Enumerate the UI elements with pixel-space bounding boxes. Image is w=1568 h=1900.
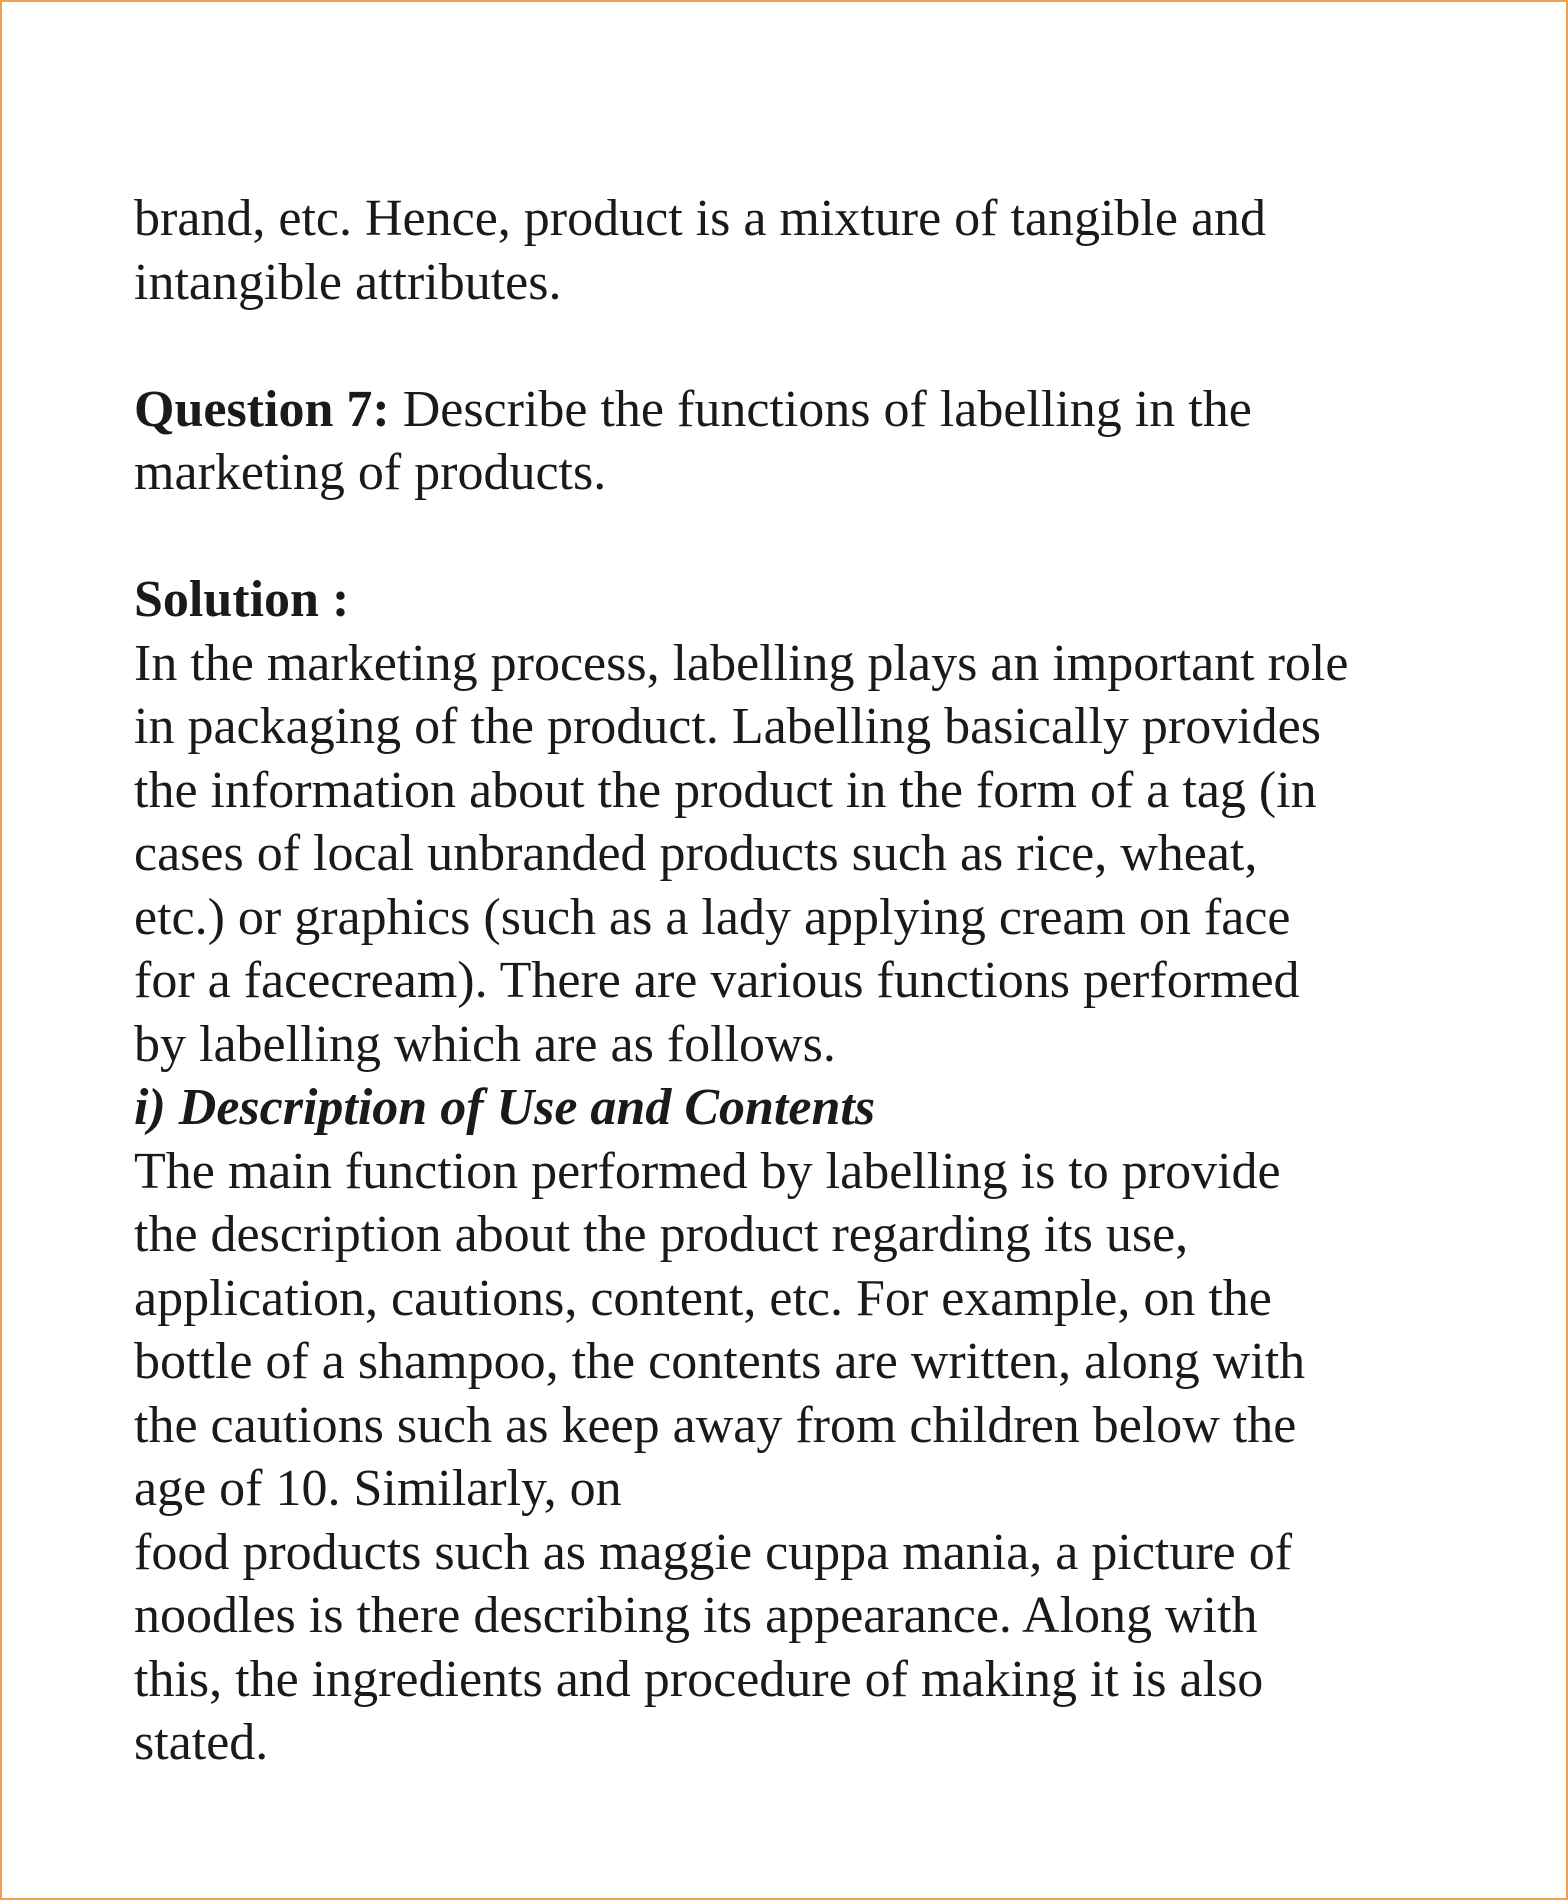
solution-line: In the marketing process, labelling plays an important role xyxy=(134,634,1349,692)
section-line: stated. xyxy=(134,1714,269,1771)
question-text: Describe the functions of labelling in the xyxy=(389,380,1252,438)
solution-line: by labelling which are as follows. xyxy=(134,1015,836,1073)
section-line: noodles is there describing its appearance. Along with xyxy=(134,1587,1258,1644)
section-line: the cautions such as keep away from children below the xyxy=(134,1396,1297,1454)
document-body xyxy=(134,187,1474,1775)
solution-line: in packaging of the product. Labelling basically provides xyxy=(134,698,1321,755)
solution-line: for a facecream). There are various functions performed xyxy=(134,952,1300,1009)
solution-line: the information about the product in the form of a tag (in xyxy=(134,761,1317,819)
question-line-2: marketing of products. xyxy=(134,444,607,501)
question-line-1 xyxy=(134,378,1474,442)
question-label: Question 7: xyxy=(134,380,390,438)
paragraph-gap xyxy=(134,505,1474,569)
section-line: bottle of a shampoo, the contents are written, along with xyxy=(134,1333,1306,1390)
section-line: age of 10. Similarly, on xyxy=(134,1460,622,1517)
section-line: food products such as maggie cuppa mania, a picture of xyxy=(134,1523,1293,1581)
solution-line: etc.) or graphics (such as a lady applying cream on face xyxy=(134,888,1291,946)
section-line: the description about the product regarding its use, xyxy=(134,1206,1189,1263)
paragraph-gap xyxy=(134,314,1474,378)
section-line: application, cautions, content, etc. For example, on the xyxy=(134,1269,1272,1327)
intro-line-1: brand, etc. Hence, product is a mixture of tangible and xyxy=(134,190,1267,247)
solution-heading: Solution : xyxy=(134,571,350,628)
solution-line: cases of local unbranded products such as rice, wheat, xyxy=(134,825,1258,882)
section-heading: i) Description of Use and Contents xyxy=(134,1079,876,1136)
section-line: The main function performed by labelling is to provide xyxy=(134,1142,1281,1200)
section-line: this, the ingredients and procedure of making it is also xyxy=(134,1650,1264,1708)
intro-line-2: intangible attributes. xyxy=(134,253,562,311)
